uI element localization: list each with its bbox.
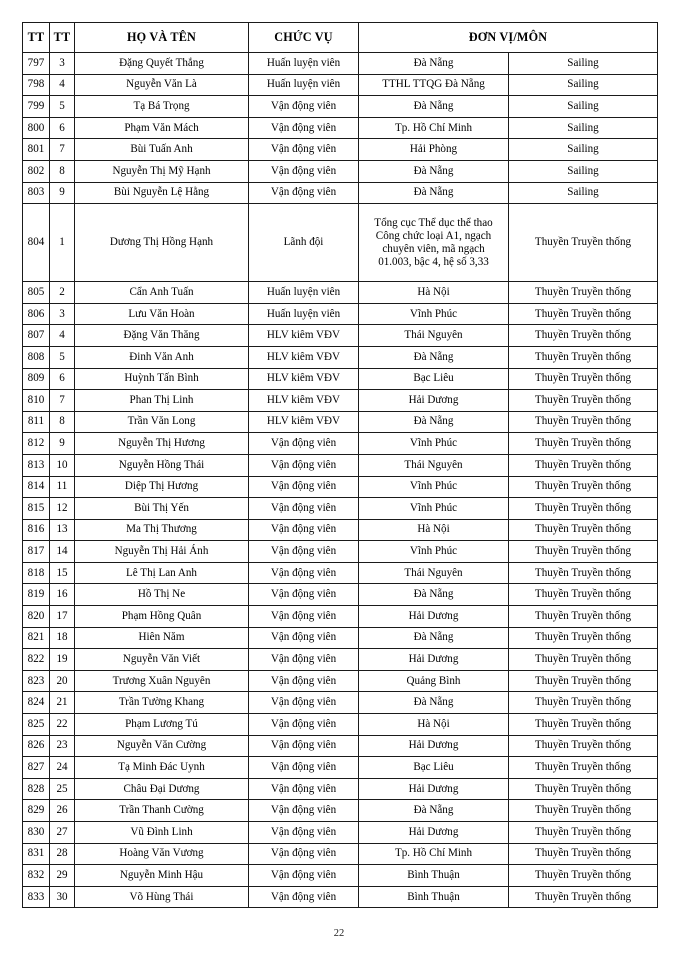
cell-tt-local: 25 xyxy=(50,778,75,800)
cell-unit: Vĩnh Phúc xyxy=(359,476,509,498)
cell-tt-local: 18 xyxy=(50,627,75,649)
cell-unit: Thái Nguyên xyxy=(359,454,509,476)
cell-role: Vận động viên xyxy=(249,865,359,887)
cell-tt-local: 6 xyxy=(50,368,75,390)
cell-role: HLV kiêm VĐV xyxy=(249,390,359,412)
cell-tt-global: 805 xyxy=(23,282,50,304)
cell-tt-local: 15 xyxy=(50,562,75,584)
cell-tt-local: 20 xyxy=(50,670,75,692)
cell-name: Nguyễn Văn Viết xyxy=(75,649,249,671)
table-row xyxy=(23,735,658,757)
cell-tt-global: 797 xyxy=(23,53,50,75)
cell-unit: Quảng Bình xyxy=(359,670,509,692)
cell-tt-global: 817 xyxy=(23,541,50,563)
cell-unit: Đà Nẵng xyxy=(359,411,509,433)
cell-role: Vận động viên xyxy=(249,757,359,779)
cell-name: Trần Tường Khang xyxy=(75,692,249,714)
cell-unit: Hải Dương xyxy=(359,822,509,844)
cell-role: Vận động viên xyxy=(249,96,359,118)
table-row xyxy=(23,778,658,800)
cell-tt-global: 816 xyxy=(23,519,50,541)
cell-name: Phạm Lương Tú xyxy=(75,714,249,736)
cell-unit: Đà Nẵng xyxy=(359,53,509,75)
cell-tt-global: 833 xyxy=(23,886,50,908)
cell-unit-line: Công chức loại A1, ngạch xyxy=(375,229,492,242)
cell-tt-global: 815 xyxy=(23,498,50,520)
cell-sport: Thuyền Truyền thống xyxy=(509,822,658,844)
cell-tt-local: 24 xyxy=(50,757,75,779)
cell-sport: Thuyền Truyền thống xyxy=(509,886,658,908)
cell-sport: Thuyền Truyền thống xyxy=(509,735,658,757)
cell-name: Cẩn Anh Tuấn xyxy=(75,282,249,304)
table-row xyxy=(23,53,658,75)
cell-tt-global: 801 xyxy=(23,139,50,161)
cell-tt-global: 804 xyxy=(23,204,50,282)
cell-tt-global: 828 xyxy=(23,778,50,800)
cell-unit: Đà Nẵng xyxy=(359,800,509,822)
cell-tt-local: 3 xyxy=(50,53,75,75)
table-row xyxy=(23,822,658,844)
cell-sport: Thuyền Truyền thống xyxy=(509,368,658,390)
cell-tt-local: 12 xyxy=(50,498,75,520)
cell-role: Vận động viên xyxy=(249,692,359,714)
table-row xyxy=(23,519,658,541)
cell-unit: Vĩnh Phúc xyxy=(359,498,509,520)
cell-name: Nguyễn Thị Mỹ Hạnh xyxy=(75,160,249,182)
cell-tt-local: 10 xyxy=(50,454,75,476)
cell-name: Lưu Văn Hoàn xyxy=(75,303,249,325)
table-row xyxy=(23,886,658,908)
cell-tt-local: 8 xyxy=(50,160,75,182)
cell-unit: Đà Nẵng xyxy=(359,627,509,649)
cell-role: Vận động viên xyxy=(249,433,359,455)
cell-tt-local: 7 xyxy=(50,390,75,412)
cell-name: Tạ Minh Đác Uynh xyxy=(75,757,249,779)
cell-unit: Vĩnh Phúc xyxy=(359,541,509,563)
cell-sport: Thuyền Truyền thống xyxy=(509,411,658,433)
cell-tt-global: 832 xyxy=(23,865,50,887)
cell-sport: Thuyền Truyền thống xyxy=(509,303,658,325)
cell-tt-local: 26 xyxy=(50,800,75,822)
table-row xyxy=(23,584,658,606)
cell-tt-local: 5 xyxy=(50,96,75,118)
cell-sport: Thuyền Truyền thống xyxy=(509,778,658,800)
cell-tt-global: 811 xyxy=(23,411,50,433)
cell-role: Vận động viên xyxy=(249,606,359,628)
cell-tt-local: 2 xyxy=(50,282,75,304)
cell-unit: Đà Nẵng xyxy=(359,182,509,204)
cell-tt-local: 27 xyxy=(50,822,75,844)
cell-unit-line: 01.003, bậc 4, hệ số 3,33 xyxy=(378,255,489,268)
cell-unit: Đà Nẵng xyxy=(359,160,509,182)
cell-sport: Thuyền Truyền thống xyxy=(509,606,658,628)
cell-name: Ma Thị Thương xyxy=(75,519,249,541)
cell-name: Hồ Thị Ne xyxy=(75,584,249,606)
cell-tt-local: 1 xyxy=(50,204,75,282)
cell-unit: Vĩnh Phúc xyxy=(359,433,509,455)
cell-name: Lê Thị Lan Anh xyxy=(75,562,249,584)
cell-name: Phan Thị Linh xyxy=(75,390,249,412)
cell-role: Vận động viên xyxy=(249,182,359,204)
cell-tt-local: 13 xyxy=(50,519,75,541)
table-row xyxy=(23,865,658,887)
cell-name: Phạm Văn Mách xyxy=(75,117,249,139)
cell-tt-global: 823 xyxy=(23,670,50,692)
cell-tt-local: 11 xyxy=(50,476,75,498)
cell-unit-line: chuyên viên, mã ngạch xyxy=(382,242,485,255)
cell-tt-global: 820 xyxy=(23,606,50,628)
cell-sport: Thuyền Truyền thống xyxy=(509,454,658,476)
table-row xyxy=(23,714,658,736)
cell-sport: Sailing xyxy=(509,139,658,161)
cell-role: Vận động viên xyxy=(249,627,359,649)
table-row xyxy=(23,627,658,649)
cell-unit: Đà Nẵng xyxy=(359,346,509,368)
cell-tt-local: 22 xyxy=(50,714,75,736)
cell-tt-local: 19 xyxy=(50,649,75,671)
cell-role: Vận động viên xyxy=(249,498,359,520)
cell-role: Vận động viên xyxy=(249,139,359,161)
cell-name: Tạ Bá Trọng xyxy=(75,96,249,118)
cell-role: Vận động viên xyxy=(249,541,359,563)
header-row xyxy=(23,23,658,53)
table-body xyxy=(23,53,658,908)
cell-sport: Sailing xyxy=(509,117,658,139)
cell-tt-global: 802 xyxy=(23,160,50,182)
cell-tt-global: 827 xyxy=(23,757,50,779)
table-row xyxy=(23,498,658,520)
cell-name: Nguyễn Thị Hương xyxy=(75,433,249,455)
cell-role: Huấn luyện viên xyxy=(249,303,359,325)
cell-unit: Đà Nẵng xyxy=(359,584,509,606)
cell-tt-global: 818 xyxy=(23,562,50,584)
cell-tt-local: 23 xyxy=(50,735,75,757)
cell-unit: Đà Nẵng xyxy=(359,96,509,118)
cell-role: Vận động viên xyxy=(249,800,359,822)
table-row xyxy=(23,454,658,476)
cell-role: HLV kiêm VĐV xyxy=(249,411,359,433)
table-row xyxy=(23,117,658,139)
table-row xyxy=(23,204,658,282)
cell-unit: Bình Thuận xyxy=(359,865,509,887)
cell-sport: Thuyền Truyền thống xyxy=(509,627,658,649)
table-row xyxy=(23,649,658,671)
cell-role: Vận động viên xyxy=(249,476,359,498)
cell-role: Vận động viên xyxy=(249,562,359,584)
table-header xyxy=(23,23,658,53)
cell-tt-global: 798 xyxy=(23,74,50,96)
column-header-tt-local: TT xyxy=(50,23,75,53)
table-row xyxy=(23,692,658,714)
cell-sport: Sailing xyxy=(509,182,658,204)
cell-sport: Thuyền Truyền thống xyxy=(509,714,658,736)
cell-role: Vận động viên xyxy=(249,160,359,182)
cell-tt-local: 9 xyxy=(50,433,75,455)
table-row xyxy=(23,282,658,304)
cell-unit: Thái Nguyên xyxy=(359,562,509,584)
cell-name: Dương Thị Hồng Hạnh xyxy=(75,204,249,282)
cell-name: Bùi Thị Yến xyxy=(75,498,249,520)
column-header-role: CHỨC VỤ xyxy=(249,23,359,53)
cell-name: Diệp Thị Hương xyxy=(75,476,249,498)
table-row xyxy=(23,757,658,779)
cell-tt-global: 806 xyxy=(23,303,50,325)
cell-sport: Thuyền Truyền thống xyxy=(509,541,658,563)
cell-name: Nguyễn Thị Hải Ánh xyxy=(75,541,249,563)
cell-name: Nguyễn Văn Là xyxy=(75,74,249,96)
table-row xyxy=(23,368,658,390)
cell-role: Vận động viên xyxy=(249,584,359,606)
cell-tt-global: 822 xyxy=(23,649,50,671)
cell-sport: Thuyền Truyền thống xyxy=(509,649,658,671)
cell-role: Vận động viên xyxy=(249,670,359,692)
cell-unit-line: Tổng cục Thể dục thể thao xyxy=(374,216,493,229)
cell-tt-local: 5 xyxy=(50,346,75,368)
table-row xyxy=(23,476,658,498)
cell-role: Vận động viên xyxy=(249,735,359,757)
cell-sport: Thuyền Truyền thống xyxy=(509,476,658,498)
cell-tt-global: 813 xyxy=(23,454,50,476)
cell-tt-global: 800 xyxy=(23,117,50,139)
cell-tt-local: 21 xyxy=(50,692,75,714)
table-row xyxy=(23,411,658,433)
cell-tt-local: 17 xyxy=(50,606,75,628)
cell-name: Trần Văn Long xyxy=(75,411,249,433)
cell-unit: Tp. Hồ Chí Minh xyxy=(359,117,509,139)
cell-name: Huỳnh Tấn Bình xyxy=(75,368,249,390)
cell-role: Vận động viên xyxy=(249,649,359,671)
cell-unit: Hải Dương xyxy=(359,649,509,671)
cell-role: Vận động viên xyxy=(249,714,359,736)
cell-name: Hiên Năm xyxy=(75,627,249,649)
cell-role: Vận động viên xyxy=(249,778,359,800)
cell-tt-global: 826 xyxy=(23,735,50,757)
cell-tt-local: 4 xyxy=(50,74,75,96)
cell-tt-global: 819 xyxy=(23,584,50,606)
cell-name: Bùi Nguyễn Lệ Hằng xyxy=(75,182,249,204)
table-row xyxy=(23,182,658,204)
cell-tt-local: 6 xyxy=(50,117,75,139)
cell-tt-global: 803 xyxy=(23,182,50,204)
cell-tt-local: 4 xyxy=(50,325,75,347)
cell-tt-local: 16 xyxy=(50,584,75,606)
cell-role: HLV kiêm VĐV xyxy=(249,368,359,390)
cell-name: Phạm Hồng Quân xyxy=(75,606,249,628)
cell-sport: Thuyền Truyền thống xyxy=(509,433,658,455)
cell-tt-local: 29 xyxy=(50,865,75,887)
cell-unit: Vĩnh Phúc xyxy=(359,303,509,325)
cell-tt-global: 831 xyxy=(23,843,50,865)
cell-tt-global: 829 xyxy=(23,800,50,822)
table-row xyxy=(23,325,658,347)
cell-role: Huấn luyện viên xyxy=(249,53,359,75)
cell-name: Châu Đại Dương xyxy=(75,778,249,800)
athlete-roster-table xyxy=(22,22,658,908)
table-row xyxy=(23,303,658,325)
cell-tt-global: 808 xyxy=(23,346,50,368)
cell-tt-local: 8 xyxy=(50,411,75,433)
cell-tt-local: 7 xyxy=(50,139,75,161)
cell-unit: Bạc Liêu xyxy=(359,368,509,390)
cell-unit: Hải Dương xyxy=(359,606,509,628)
cell-sport: Sailing xyxy=(509,96,658,118)
table-row xyxy=(23,562,658,584)
cell-sport: Thuyền Truyền thống xyxy=(509,346,658,368)
cell-unit: Hà Nội xyxy=(359,714,509,736)
cell-role: Vận động viên xyxy=(249,519,359,541)
cell-tt-global: 799 xyxy=(23,96,50,118)
cell-name: Trần Thanh Cường xyxy=(75,800,249,822)
cell-role: Vận động viên xyxy=(249,843,359,865)
cell-sport: Thuyền Truyền thống xyxy=(509,204,658,282)
cell-tt-local: 30 xyxy=(50,886,75,908)
cell-tt-global: 825 xyxy=(23,714,50,736)
cell-sport: Thuyền Truyền thống xyxy=(509,498,658,520)
cell-name: Đặng Quyết Thắng xyxy=(75,53,249,75)
cell-role: Vận động viên xyxy=(249,886,359,908)
table-row xyxy=(23,670,658,692)
cell-name: Đặng Văn Thăng xyxy=(75,325,249,347)
cell-tt-global: 814 xyxy=(23,476,50,498)
cell-role: Huấn luyện viên xyxy=(249,74,359,96)
cell-name: Vũ Đình Linh xyxy=(75,822,249,844)
page-number: 22 xyxy=(333,928,345,939)
cell-name: Bùi Tuấn Anh xyxy=(75,139,249,161)
cell-role: Vận động viên xyxy=(249,117,359,139)
table-row xyxy=(23,390,658,412)
cell-unit: Đà Nẵng xyxy=(359,692,509,714)
cell-tt-local: 3 xyxy=(50,303,75,325)
column-header-name: HỌ VÀ TÊN xyxy=(75,23,249,53)
cell-role: Vận động viên xyxy=(249,454,359,476)
cell-name: Võ Hùng Thái xyxy=(75,886,249,908)
table-row xyxy=(23,606,658,628)
cell-name: Đinh Văn Anh xyxy=(75,346,249,368)
cell-name: Trương Xuân Nguyên xyxy=(75,670,249,692)
table-row xyxy=(23,160,658,182)
cell-unit: Hải Dương xyxy=(359,390,509,412)
table-row xyxy=(23,843,658,865)
cell-tt-local: 28 xyxy=(50,843,75,865)
cell-sport: Thuyền Truyền thống xyxy=(509,757,658,779)
cell-sport: Thuyền Truyền thống xyxy=(509,390,658,412)
cell-sport: Thuyền Truyền thống xyxy=(509,843,658,865)
table-row xyxy=(23,96,658,118)
cell-sport: Thuyền Truyền thống xyxy=(509,282,658,304)
cell-role: HLV kiêm VĐV xyxy=(249,325,359,347)
cell-name: Nguyễn Văn Cường xyxy=(75,735,249,757)
table-row xyxy=(23,74,658,96)
cell-role: Lãnh đội xyxy=(249,204,359,282)
table-row xyxy=(23,139,658,161)
cell-tt-global: 824 xyxy=(23,692,50,714)
cell-tt-global: 809 xyxy=(23,368,50,390)
cell-unit: Tp. Hồ Chí Minh xyxy=(359,843,509,865)
cell-sport: Thuyền Truyền thống xyxy=(509,670,658,692)
cell-unit: Hải Dương xyxy=(359,735,509,757)
cell-sport: Thuyền Truyền thống xyxy=(509,865,658,887)
cell-unit xyxy=(359,204,509,282)
cell-sport: Thuyền Truyền thống xyxy=(509,325,658,347)
cell-name: Nguyễn Minh Hậu xyxy=(75,865,249,887)
column-header-unit-sport: ĐƠN VỊ/MÔN xyxy=(359,23,658,53)
cell-name: Nguyễn Hồng Thái xyxy=(75,454,249,476)
cell-role: Huấn luyện viên xyxy=(249,282,359,304)
cell-sport: Thuyền Truyền thống xyxy=(509,519,658,541)
cell-tt-global: 821 xyxy=(23,627,50,649)
cell-sport: Sailing xyxy=(509,74,658,96)
cell-unit: TTHL TTQG Đà Nẵng xyxy=(359,74,509,96)
table-row xyxy=(23,541,658,563)
cell-sport: Thuyền Truyền thống xyxy=(509,562,658,584)
cell-sport: Sailing xyxy=(509,160,658,182)
table-row xyxy=(23,800,658,822)
cell-unit: Bình Thuận xyxy=(359,886,509,908)
table-row xyxy=(23,346,658,368)
cell-unit: Thái Nguyên xyxy=(359,325,509,347)
cell-unit: Hải Dương xyxy=(359,778,509,800)
cell-sport: Sailing xyxy=(509,53,658,75)
cell-tt-global: 812 xyxy=(23,433,50,455)
cell-role: Vận động viên xyxy=(249,822,359,844)
cell-name: Hoàng Văn Vương xyxy=(75,843,249,865)
cell-unit: Hà Nội xyxy=(359,282,509,304)
cell-tt-local: 9 xyxy=(50,182,75,204)
cell-unit: Hà Nội xyxy=(359,519,509,541)
cell-role: HLV kiêm VĐV xyxy=(249,346,359,368)
cell-sport: Thuyền Truyền thống xyxy=(509,692,658,714)
cell-sport: Thuyền Truyền thống xyxy=(509,584,658,606)
cell-sport: Thuyền Truyền thống xyxy=(509,800,658,822)
cell-tt-local: 14 xyxy=(50,541,75,563)
cell-tt-global: 807 xyxy=(23,325,50,347)
table-row xyxy=(23,433,658,455)
column-header-tt-global: TT xyxy=(23,23,50,53)
cell-tt-global: 810 xyxy=(23,390,50,412)
cell-unit: Bạc Liêu xyxy=(359,757,509,779)
cell-tt-global: 830 xyxy=(23,822,50,844)
cell-unit: Hải Phòng xyxy=(359,139,509,161)
